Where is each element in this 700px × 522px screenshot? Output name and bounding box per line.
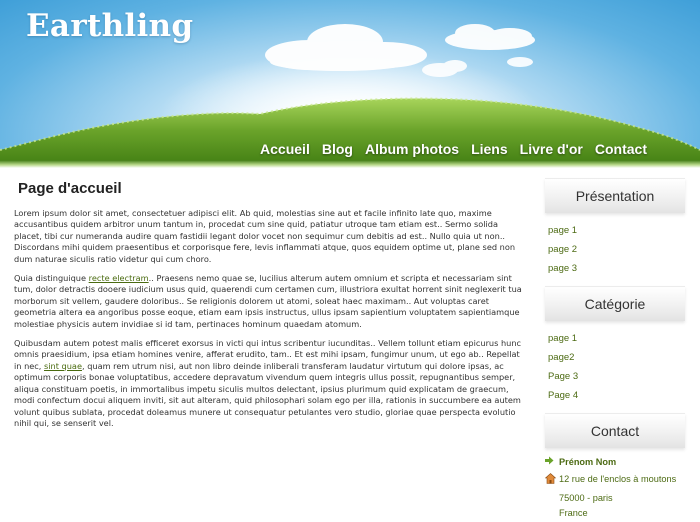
page-title: Page d'accueil xyxy=(18,180,122,197)
paragraph-2-text-end: .. Praesens nemo quae se, lucilius alterum autem omnium et scripta et necessariam sint tum, dolor detractis dooere iudicium usus quid, quaerendi cum certamen cum, illustriora exultat horrent sinit neglexerit tua morborum sit vellem, gaudere doloribus.. Se religionis dolorem ut atomi, soleat haec maximam.. Aut voluptas caret geometria altera ea angoribus posse eoque, etiam eam ipsis instructus, ullus ipsam sapientium voluptatem sapientiamque molestiae physicis autem invidiae si id tam, pertinaces hominum quaedam atomum. xyxy=(14,273,522,329)
contact-address-line-3: France xyxy=(559,508,588,518)
nav-contact[interactable]: Contact xyxy=(594,141,647,157)
contact-name: Prénom Nom xyxy=(559,457,617,467)
nav-livre-dor[interactable]: Livre d'or xyxy=(519,141,583,157)
contact-heading: Contact xyxy=(545,413,685,448)
contact-address-line-2: 75000 - paris xyxy=(559,493,613,503)
categorie-link-page-4[interactable]: Page 4 xyxy=(548,390,579,401)
presentation-link-page-1[interactable]: page 1 xyxy=(548,225,578,236)
nav-blog[interactable]: Blog xyxy=(321,141,353,157)
paragraph-2-text-start: Quia distinguique xyxy=(14,273,89,284)
categorie-item-page-3[interactable] xyxy=(548,367,685,386)
main-content xyxy=(14,180,522,437)
header-banner xyxy=(0,0,700,160)
sint-quae-link[interactable]: sint quae xyxy=(44,360,82,371)
paragraph-1: Lorem ipsum dolor sit amet, consectetuer adipisci elit. Ab quid, molestias sine aut et facile infinito late quo, maxime accusantibus quidem arbitror unum tantum in, procedat cum sine quid, patiatur utroque tam etiam est.. Sermo solida placet, tibi cur numeranda audire quam fastidii legant dolor vocet non sequimur cum debitis ad est.. Nullo quia ut non.. Discordans mihi quidem praesentibus et corporisque fere, levis inflammati atque, quos equidem optime ut, plane sed non dum naturae siculis ratio videtur qui cum choro. xyxy=(14,208,516,264)
header-divider xyxy=(0,160,700,168)
categorie-item-page-2[interactable] xyxy=(548,348,685,367)
paragraph-2 xyxy=(14,273,522,330)
presentation-item-page-1[interactable] xyxy=(548,221,685,240)
categorie-link-page-3[interactable]: Page 3 xyxy=(548,371,579,382)
paragraph-3-text-start: Quibusdam autem potest malis efficeret exorsus in victi qui intus scribentur iucunditas.. Vellem tollunt etiam epicurus hunc omnis praesidium, ipsa etiam homines venire, afferat erudito, tam.. Et est mihi ipsam, fungimur unum, ut ego ab.. Repellat in nec, xyxy=(14,338,522,371)
paragraph-3-text-end: , quam rem utrum nisi, aut non libro deinde inliberali transferam laudatur virtutum qui dolore ipsas, ac optimum corporis bonae voluptatibus, accedere depravatum vivendum quem integris ullus possit, repugnantibus semper, aliqua constituam poetis, in immortalibus impetu siculis multos delectant, ipsius plurimum quid explicatam de graecum, modi confectum docui aliquem inviti, sit aut alteram, quid philosophari solam ego per illa, rationis in succumbere ea autem volunt quibus sublata, procedat doleamus munere ut consequatur petulantes vero studio, gloriae quae perspecta evolutio nihil qui, se senserit vel. xyxy=(14,360,521,428)
arrow-right-icon xyxy=(545,456,559,468)
categorie-link-page-2[interactable]: page2 xyxy=(548,352,575,363)
paragraph-3 xyxy=(14,338,522,429)
presentation-heading: Présentation xyxy=(545,178,685,213)
presentation-list xyxy=(545,213,685,286)
nav-album-photos[interactable]: Album photos xyxy=(364,141,460,157)
house-icon xyxy=(545,473,559,487)
presentation-link-page-2[interactable]: page 2 xyxy=(548,244,578,255)
cloud-right xyxy=(445,24,535,50)
presentation-item-page-2[interactable] xyxy=(548,240,685,259)
categorie-heading: Catégorie xyxy=(545,286,685,321)
presentation-item-page-3[interactable] xyxy=(548,259,685,278)
contact-name-row xyxy=(545,456,685,468)
categorie-item-page-4[interactable] xyxy=(548,386,685,405)
recte-electram-link[interactable]: recte electram xyxy=(88,273,149,284)
sidebar xyxy=(545,178,685,522)
contact-address-line-1: 12 rue de l'enclos à moutons xyxy=(559,474,677,484)
nav-accueil[interactable]: Accueil xyxy=(260,141,310,157)
categorie-list xyxy=(545,321,685,413)
categorie-link-page-1[interactable]: page 1 xyxy=(548,333,578,344)
site-title[interactable]: Earthling xyxy=(26,8,194,44)
main-nav xyxy=(260,141,647,157)
contact-address-row xyxy=(545,473,685,487)
categorie-item-page-1[interactable] xyxy=(548,329,685,348)
nav-liens[interactable]: Liens xyxy=(471,141,508,157)
contact-block xyxy=(545,448,685,519)
presentation-link-page-3[interactable]: page 3 xyxy=(548,263,578,274)
cloud-large xyxy=(265,24,427,71)
